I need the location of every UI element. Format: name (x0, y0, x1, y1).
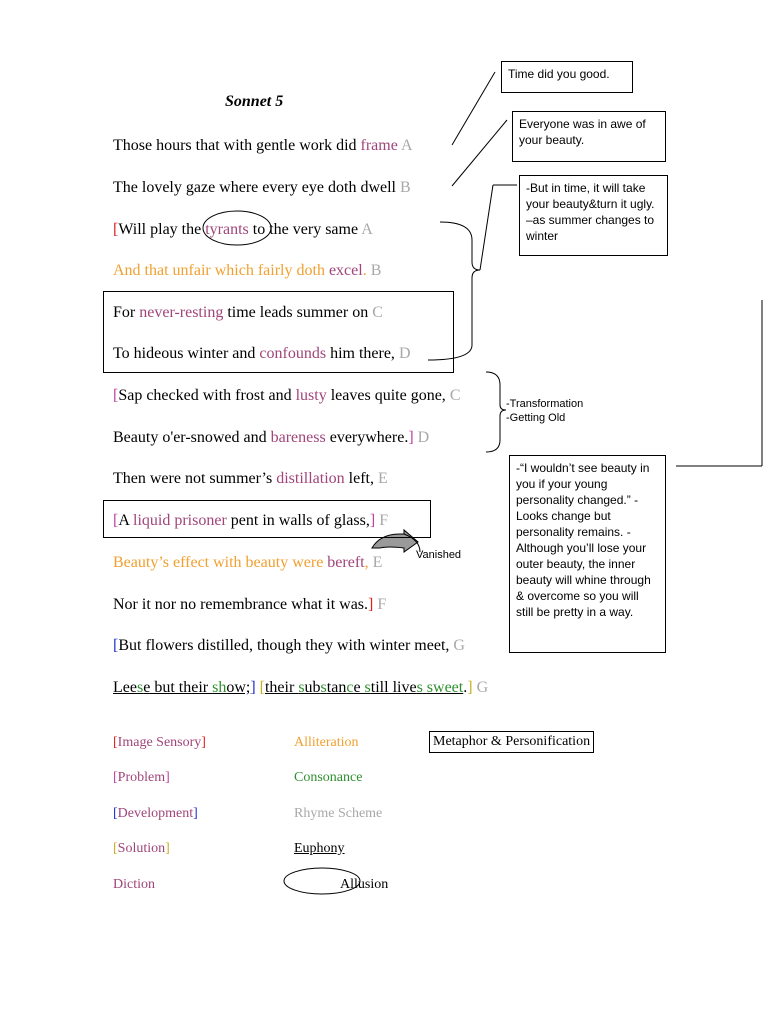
legend-consonance: Consonance (294, 770, 363, 785)
legend-problem: [Problem] (113, 770, 170, 785)
legend-metaphor-personification: Metaphor & Personification (429, 731, 594, 753)
note-vanished: Vanished (416, 549, 462, 561)
poem-line-12: Nor it nor no remembrance what it was.] F (113, 596, 387, 613)
legend-image-sensory: [Image Sensory] (113, 735, 206, 750)
poem-line-6: To hideous winter and confounds him there, D (113, 345, 411, 362)
poem-line-13: [But flowers distilled, though they with winter meet, G (113, 637, 465, 654)
poem-line-14: Leese but their show;] [their substance still lives sweet.] G (113, 679, 489, 696)
sonnet-title: Sonnet 5 (225, 93, 284, 110)
note-inner-beauty: -“I wouldn’t see beauty in you if your young personality changed.” -Looks change but personality remains. -Although you’ll lose your outer beauty, the inner beauty will whine through & overcome so you will still be pretty in a way. (509, 455, 666, 653)
poem-line-9: Then were not summer’s distillation left, E (113, 470, 388, 487)
note-everyone-in-awe: Everyone was in awe of your beauty. (512, 111, 666, 162)
legend-development: [Development] (113, 806, 198, 821)
note-in-time: -But in time, it will take your beauty&turn it ugly. –as summer changes to winter (519, 175, 668, 256)
poem-line-11: Beauty’s effect with beauty were bereft, E (113, 554, 383, 571)
legend-diction: Diction (113, 877, 155, 892)
poem-line-3: [Will play the tyrants to the very same A (113, 221, 373, 238)
poem-line-8: Beauty o'er-snowed and bareness everywhere.] D (113, 429, 430, 446)
poem-line-10: [A liquid prisoner pent in walls of glass,] F (113, 512, 389, 529)
note-getting-old: -Getting Old (506, 412, 566, 424)
poem-line-1: Those hours that with gentle work did frame A (113, 137, 413, 154)
poem-line-2: The lovely gaze where every eye doth dwell B (113, 179, 411, 196)
legend-solution: [Solution] (113, 841, 170, 856)
legend-rhyme-scheme: Rhyme Scheme (294, 806, 383, 821)
note-transformation: -Transformation (506, 398, 584, 410)
legend-allusion: Allusion (340, 877, 389, 892)
legend-euphony: Euphony (294, 841, 345, 856)
poem-line-4: And that unfair which fairly doth excel. B (113, 262, 382, 279)
legend-alliteration: Alliteration (294, 735, 359, 750)
note-time-did-you-good: Time did you good. (501, 61, 633, 93)
poem-line-5: For never-resting time leads summer on C (113, 304, 383, 321)
poem-line-7: [Sap checked with frost and lusty leaves quite gone, C (113, 387, 461, 404)
